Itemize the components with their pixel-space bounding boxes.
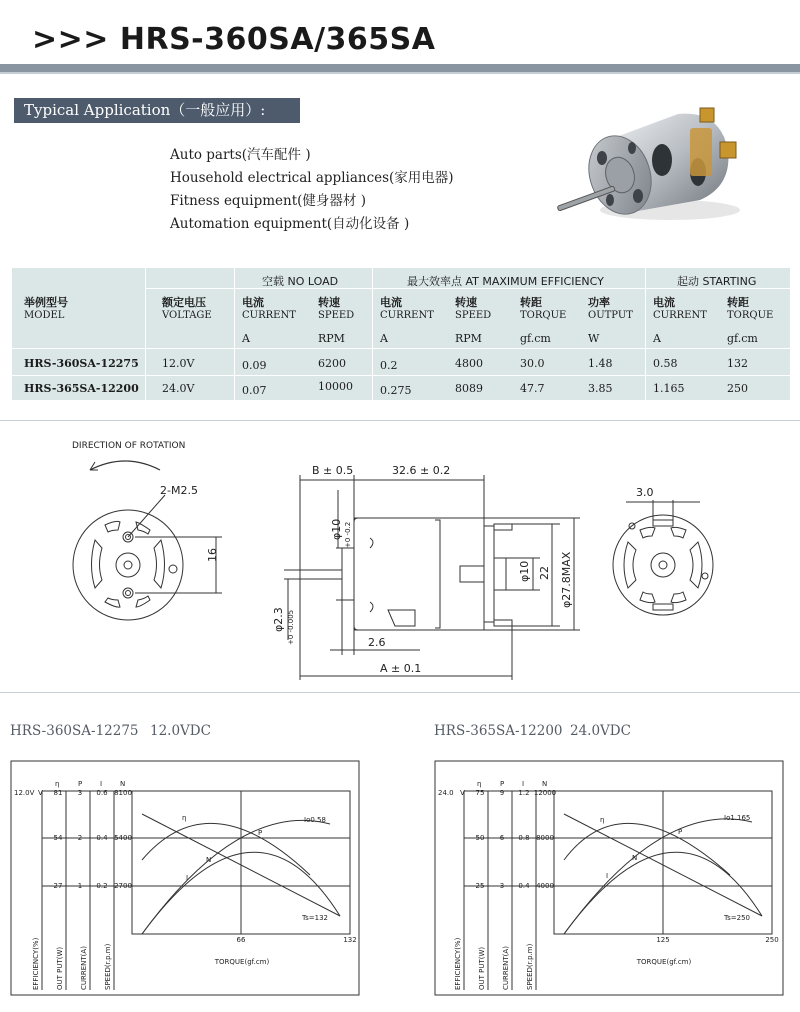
tick-p: 2: [77, 834, 83, 842]
col-noload-current-cn: 电流: [242, 296, 264, 309]
dim-16-label: 16: [206, 548, 219, 562]
volt-unit: V: [460, 789, 465, 797]
row-value: 0.58: [653, 357, 678, 370]
table-grid-line: [372, 268, 373, 400]
group-no-load: 空载 NO LOAD: [262, 275, 339, 288]
tick-i: 1.2: [518, 789, 530, 797]
left-end-slot-right: [154, 540, 165, 588]
dim-phi10-top-label: φ10: [330, 518, 343, 540]
col-noload-current-en: CURRENT: [242, 310, 296, 321]
table-grid-line: [645, 268, 646, 400]
tick-i: 0.2: [96, 882, 108, 890]
volt-label: 12.0V: [14, 789, 35, 797]
col-maxeff-speed-en: SPEED: [455, 310, 492, 321]
col-maxeff-torque-unit: gf.cm: [520, 332, 551, 345]
left-end-hole: [169, 565, 177, 573]
typical-application-header: Typical Application（一般应用）:: [14, 98, 300, 123]
tick-n: 2700: [114, 882, 132, 890]
right-end-slot-right: [690, 542, 702, 588]
row-value: 10000: [318, 380, 353, 393]
tick-n: 4000: [536, 882, 554, 890]
motor-photo: [550, 100, 750, 225]
dim-26-label: 2.6: [368, 636, 386, 649]
page-title: >>> HRS-360SA/365SA: [32, 22, 436, 57]
tick-x: 250: [765, 936, 779, 944]
col-start-torque-unit: gf.cm: [727, 332, 758, 345]
tick-x: 66: [236, 936, 246, 944]
dim-278-label: φ27.8MAX: [560, 551, 573, 608]
col-head-p: P: [78, 780, 83, 788]
mechanical-drawing: [0, 430, 800, 685]
tick-n: 12000: [533, 789, 557, 797]
screw-leader: [128, 495, 165, 537]
row-value: 47.7: [520, 382, 545, 395]
tick-p: 6: [499, 834, 505, 842]
rotation-arrowhead: [90, 462, 98, 470]
tick-p: 1: [77, 882, 83, 890]
table-grid-line: [12, 348, 790, 349]
dim-b-label: B ± 0.5: [312, 464, 354, 477]
rotation-arrow: [90, 461, 160, 470]
col-start-torque-cn: 转距: [727, 296, 749, 309]
curve-label-eta: η: [600, 816, 605, 824]
axis-label-efficiency: EFFICIENCY(%): [32, 937, 40, 990]
title-underline-bar-light: [0, 72, 800, 74]
performance-chart-1: [10, 760, 362, 1000]
right-end-slot-bottom: [640, 592, 655, 603]
col-noload-speed-cn: 转速: [318, 296, 340, 309]
right-end-shaft: [659, 561, 667, 569]
chart1-heading-voltage: 12.0VDC: [150, 723, 211, 739]
axis-label-output: OUT PUT(W): [478, 946, 486, 990]
col-maxeff-output-unit: W: [588, 332, 600, 345]
application-item-automation: Automation equipment(自动化设备 ): [170, 216, 410, 232]
right-end-dot-2: [702, 573, 708, 579]
side-vent: [435, 520, 440, 628]
row-value: 132: [727, 357, 748, 370]
col-noload-speed-unit: RPM: [318, 332, 345, 345]
chart1-heading-model: HRS-360SA-12275: [10, 723, 139, 739]
side-rear-boss: [494, 558, 506, 590]
col-head-i: I: [522, 780, 525, 788]
left-end-screw-bottom-inner: [126, 591, 131, 596]
tick-x: 125: [656, 936, 670, 944]
curve-label-io: Io1.165: [724, 814, 751, 822]
side-can-corner: [354, 518, 358, 630]
curve-label-eta: η: [182, 814, 187, 822]
left-end-slot-top-r: [136, 522, 150, 534]
tick-p: 3: [77, 789, 83, 797]
tick-p: 9: [499, 789, 505, 797]
col-maxeff-current-cn: 电流: [380, 296, 402, 309]
left-end-slot-top: [105, 521, 120, 532]
row-voltage: 12.0V: [162, 357, 195, 370]
tick-i: 0.6: [96, 789, 108, 797]
curve-label-n: N: [206, 856, 212, 864]
right-end-terminal-top: [653, 520, 673, 526]
side-terminal-bottom: [494, 620, 512, 626]
dim-326-label: 32.6 ± 0.2: [392, 464, 451, 477]
tick-n: 5400: [114, 834, 132, 842]
dim-phi10-tol: +0 -0.2: [344, 521, 352, 548]
left-end-screw-bottom: [123, 588, 133, 598]
row-value: 1.165: [653, 382, 685, 395]
tick-eta: 75: [475, 789, 485, 797]
col-noload-speed-en: SPEED: [318, 310, 355, 321]
right-end-terminal-bottom: [653, 604, 673, 610]
right-end-slot-bottom-r: [671, 592, 686, 603]
spec-table: [12, 268, 790, 400]
right-end-outer: [613, 515, 713, 615]
rotation-label: DIRECTION OF ROTATION: [72, 441, 186, 451]
tick-eta: 54: [53, 834, 63, 842]
col-model-en: MODEL: [24, 310, 65, 321]
volt-label: 24.0: [438, 789, 454, 797]
side-marks: [370, 538, 373, 612]
curve-efficiency: [142, 823, 310, 875]
table-grid-line: [12, 375, 790, 376]
dim-30-label: 3.0: [636, 486, 654, 499]
tick-i: 0.8: [518, 834, 530, 842]
side-front-bearing: [342, 548, 354, 600]
section-divider: [0, 420, 800, 421]
dim-phi23-tol: +0 -0.005: [287, 609, 295, 645]
curve-label-io: Io0.58: [304, 816, 326, 824]
col-maxeff-output-en: OUTPUT: [588, 310, 633, 321]
table-grid-line: [234, 268, 235, 400]
application-item-fitness: Fitness equipment(健身器材 ): [170, 193, 366, 209]
left-end-outer: [73, 510, 183, 620]
dim-22-label: 22: [538, 566, 551, 580]
curve-label-ts: Ts=132: [302, 914, 328, 922]
left-end-slot-bottom-r: [136, 596, 150, 607]
left-end-shaft: [124, 561, 132, 569]
right-end-boss: [651, 553, 675, 577]
col-model-cn: 举例型号: [24, 296, 68, 309]
right-end-slot-left: [624, 542, 636, 588]
left-end-slot-bottom: [105, 598, 120, 607]
axis-label-current: CURRENT(A): [80, 946, 88, 990]
col-start-current-en: CURRENT: [653, 310, 707, 321]
axis-label-speed: SPEED(r.p.m): [526, 943, 534, 990]
x-axis-label: TORQUE(gf.cm): [214, 958, 270, 966]
col-head-eta: η: [55, 780, 60, 788]
tick-x: 132: [343, 936, 357, 944]
performance-chart-2: [434, 760, 786, 1000]
col-head-eta: η: [477, 780, 482, 788]
dim-phi10-right-label: φ10: [518, 560, 531, 582]
col-maxeff-torque-en: TORQUE: [520, 310, 567, 321]
curve-label-p: P: [258, 829, 263, 837]
col-voltage-en: VOLTAGE: [162, 310, 212, 321]
side-end-cap: [484, 526, 494, 622]
side-terminal-top: [494, 524, 512, 530]
axis-label-output: OUT PUT(W): [56, 946, 64, 990]
col-maxeff-output-cn: 功率: [588, 296, 610, 309]
tick-eta: 25: [475, 882, 485, 890]
screw-label: 2-M2.5: [160, 484, 198, 497]
axis-label-efficiency: EFFICIENCY(%): [454, 937, 462, 990]
curve-label-p: P: [678, 828, 683, 836]
curve-label-ts: Ts=250: [724, 914, 750, 922]
tick-i: 0.4: [518, 882, 530, 890]
tick-eta: 27: [53, 882, 63, 890]
application-item-auto-parts: Auto parts(汽车配件 ): [170, 147, 311, 163]
row-value: 0.09: [242, 359, 267, 372]
col-voltage-cn: 额定电压: [162, 296, 206, 309]
col-maxeff-speed-cn: 转速: [455, 296, 477, 309]
col-maxeff-current-en: CURRENT: [380, 310, 434, 321]
col-noload-current-unit: A: [242, 332, 250, 345]
col-start-torque-en: TORQUE: [727, 310, 774, 321]
curve-label-i: I: [186, 874, 189, 882]
axis-label-speed: SPEED(r.p.m): [104, 943, 112, 990]
row-value: 3.85: [588, 382, 613, 395]
row-value: 8089: [455, 382, 483, 395]
col-maxeff-current-unit: A: [380, 332, 388, 345]
title-underline-bar: [0, 64, 800, 72]
curve-label-n: N: [632, 854, 638, 862]
side-rear-bushing: [460, 566, 484, 582]
col-maxeff-speed-unit: RPM: [455, 332, 482, 345]
tick-n: 8100: [114, 789, 132, 797]
row-voltage: 24.0V: [162, 382, 195, 395]
row-model: HRS-360SA-12275: [24, 357, 139, 370]
side-shaft: [300, 570, 342, 579]
curve-label-i: I: [606, 872, 609, 880]
row-value: 0.07: [242, 384, 267, 397]
col-head-i: I: [100, 780, 103, 788]
group-starting: 起动 STARTING: [677, 275, 757, 288]
col-start-current-unit: A: [653, 332, 661, 345]
chart-frame: [435, 761, 783, 995]
row-value: 0.275: [380, 384, 412, 397]
tick-i: 0.4: [96, 834, 108, 842]
tick-p: 3: [499, 882, 505, 890]
row-value: 30.0: [520, 357, 545, 370]
row-value: 4800: [455, 357, 483, 370]
col-head-p: P: [500, 780, 505, 788]
side-can-body: [354, 518, 484, 630]
row-model: HRS-365SA-12200: [24, 382, 139, 395]
left-end-boss: [116, 553, 140, 577]
col-head-n: N: [120, 780, 126, 788]
row-value: 250: [727, 382, 748, 395]
tick-eta: 50: [475, 834, 485, 842]
x-axis-label: TORQUE(gf.cm): [636, 958, 692, 966]
tick-eta: 81: [53, 789, 63, 797]
col-maxeff-torque-cn: 转距: [520, 296, 542, 309]
application-item-household: Household electrical appliances(家用电器): [170, 170, 454, 186]
col-start-current-cn: 电流: [653, 296, 675, 309]
side-tab: [388, 610, 415, 626]
group-max-efficiency: 最大效率点 AT MAXIMUM EFFICIENCY: [407, 275, 604, 288]
row-value: 6200: [318, 357, 346, 370]
axis-label-current: CURRENT(A): [502, 946, 510, 990]
curve-efficiency: [564, 823, 730, 875]
dim-a-label: A ± 0.1: [380, 662, 422, 675]
dim-phi23-label: φ2.3: [272, 607, 285, 632]
chart2-heading-model: HRS-365SA-12200: [434, 723, 563, 739]
tick-n: 8000: [536, 834, 554, 842]
right-end-slot-top-r: [671, 527, 686, 538]
volt-unit: V: [38, 789, 43, 797]
left-end-slot-left: [92, 540, 103, 588]
col-head-n: N: [542, 780, 548, 788]
right-end-slot-top: [640, 527, 655, 538]
chart2-heading-voltage: 24.0VDC: [570, 723, 631, 739]
row-value: 1.48: [588, 357, 613, 370]
section-divider: [0, 692, 800, 693]
table-grid-line: [145, 268, 146, 400]
row-value: 0.2: [380, 359, 398, 372]
